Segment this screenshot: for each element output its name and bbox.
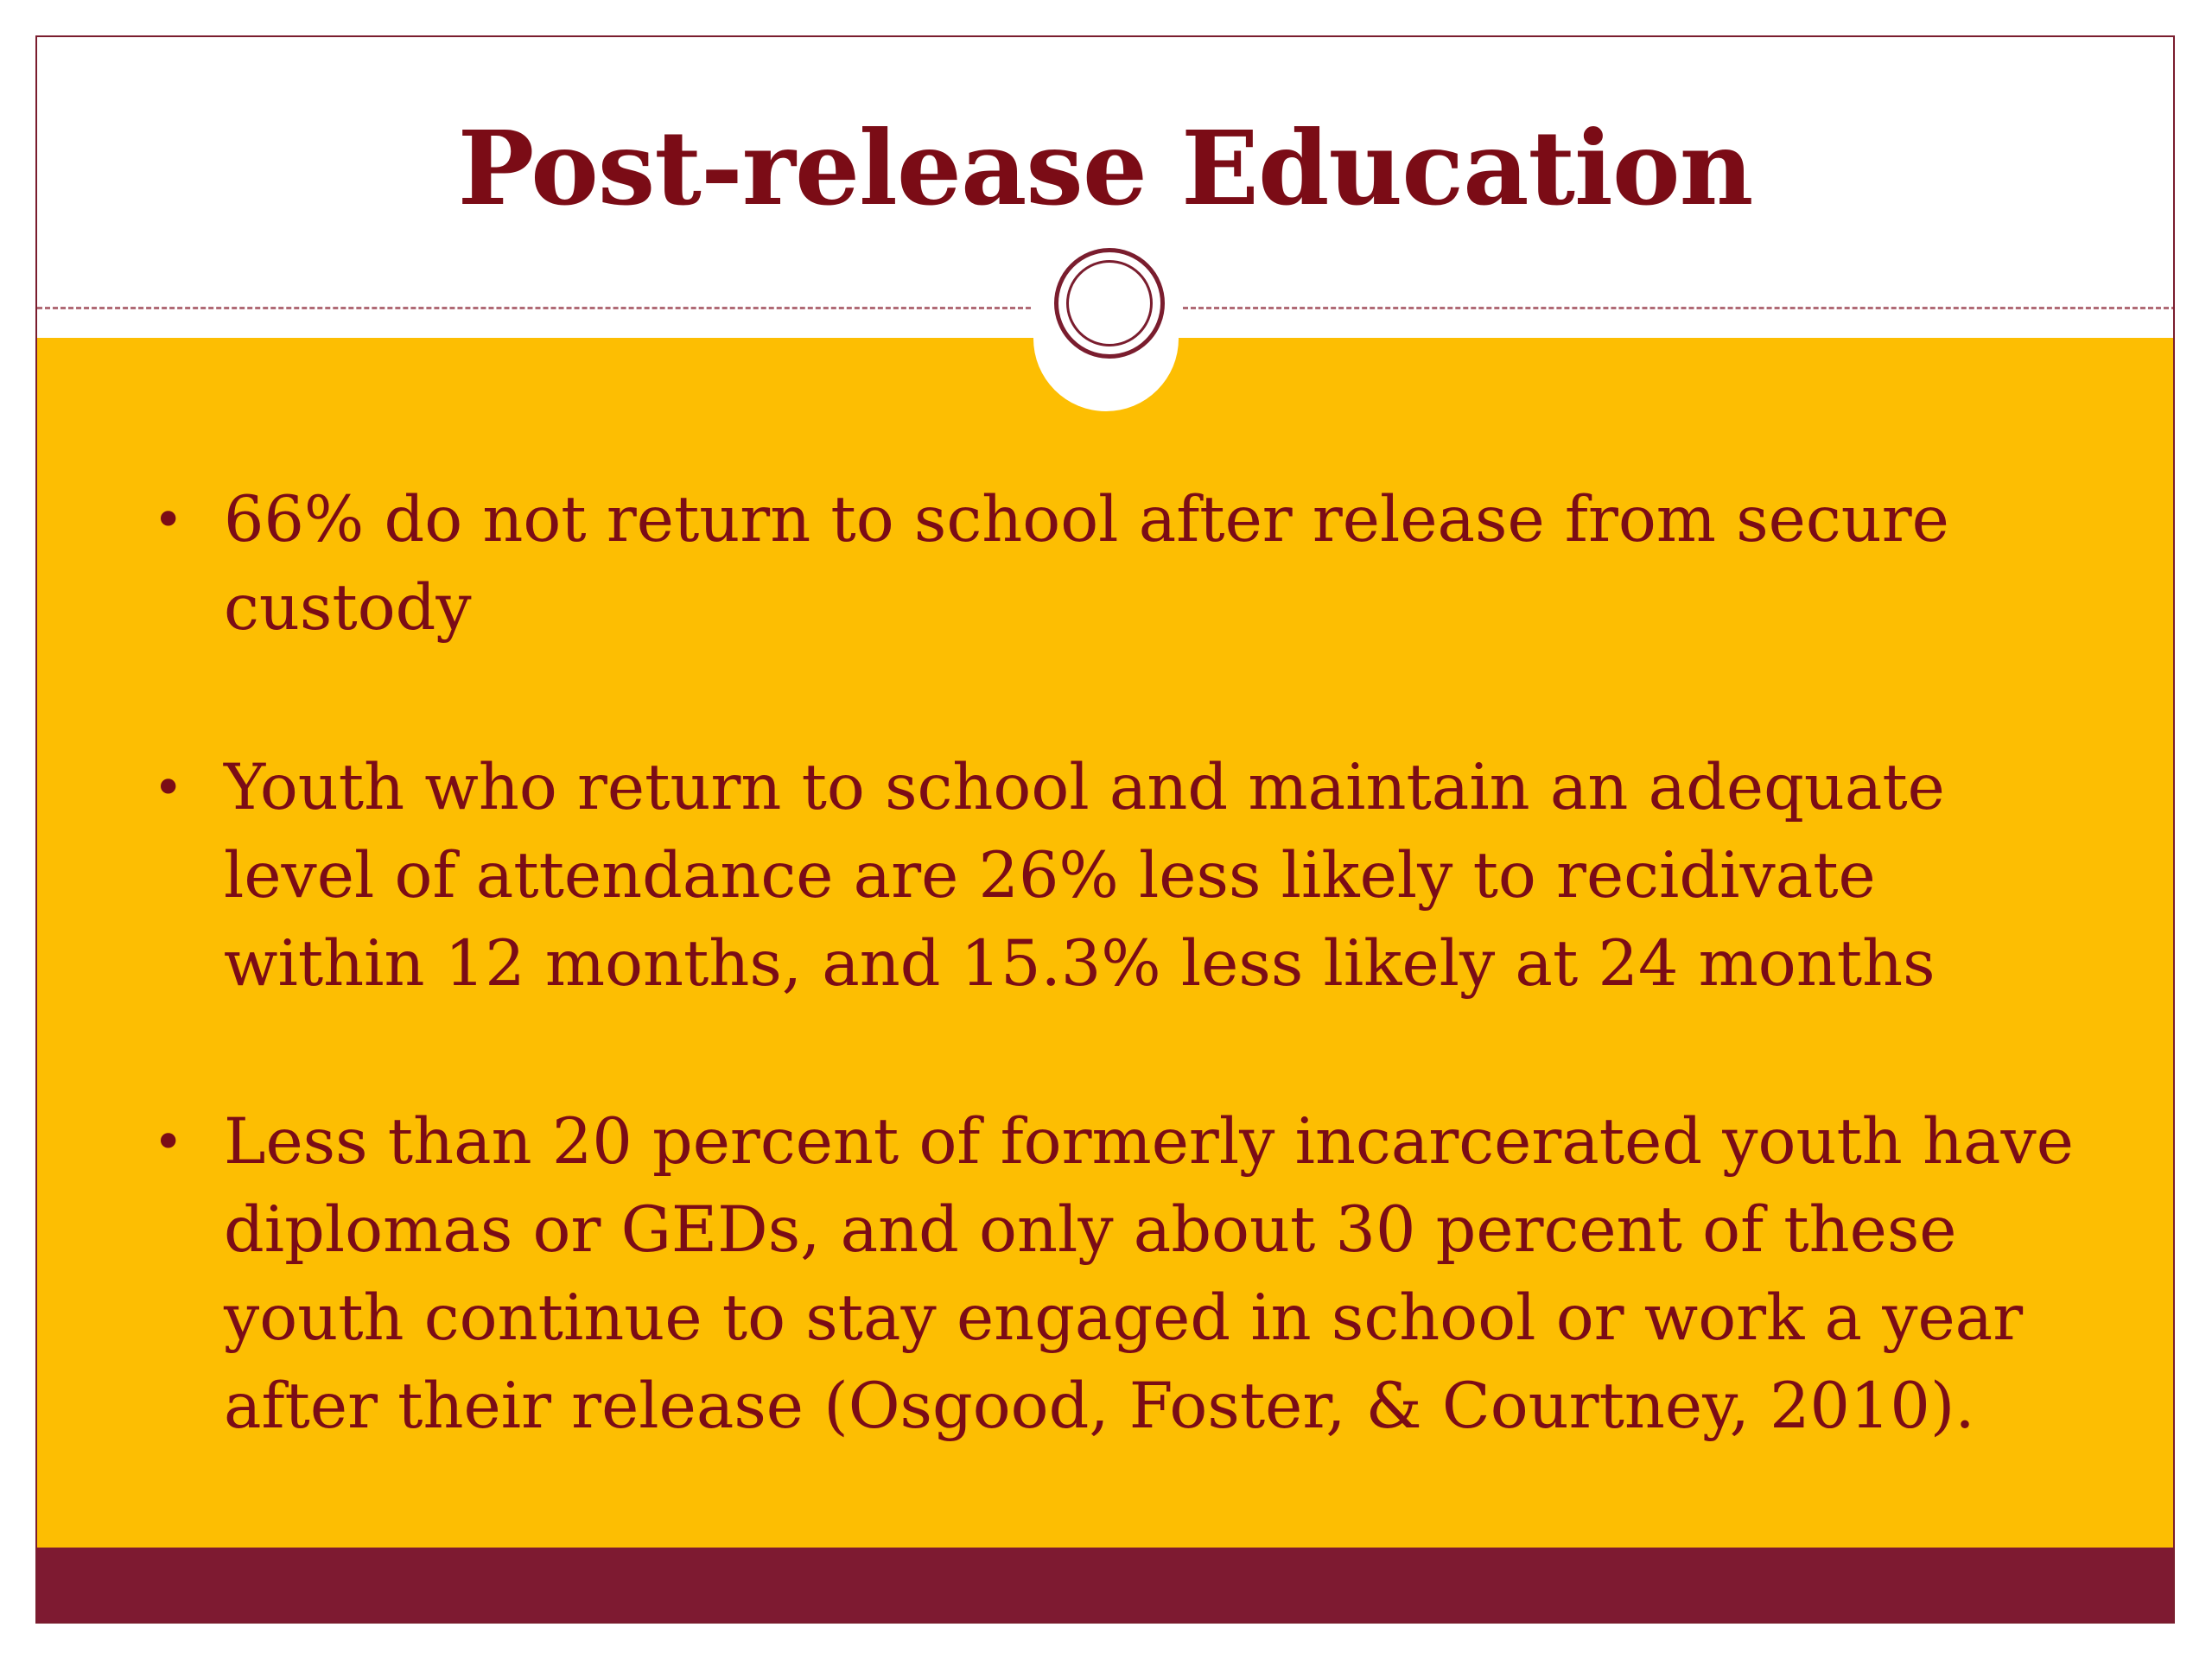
bullet-text: Less than 20 percent of formerly incarcerated youth have diplomas or GEDs, and only about 30 percent of these youth continue to stay engaged in school or work a year after their release (Osgood, Foster, & Courtney, 2010). xyxy=(224,1105,2074,1443)
bullet-item-1 xyxy=(153,476,2082,652)
bullet-text: 66% do not return to school after release from secure custody xyxy=(224,483,1949,645)
bullet-text: Youth who return to school and maintain an adequate level of attendance are 26% less likely to recidivate within 12 months, and 15.3% less likely at 24 months xyxy=(224,751,1945,1001)
footer-bar xyxy=(37,1548,2173,1624)
circle-ornament-icon xyxy=(1054,248,1165,359)
slide xyxy=(35,35,2175,1624)
bullet-item-2 xyxy=(153,744,2082,1008)
circle-ornament-inner xyxy=(1066,260,1153,346)
bullet-marker: • xyxy=(153,490,184,550)
bullet-item-3 xyxy=(153,1098,2082,1451)
bullet-marker: • xyxy=(153,758,184,818)
divider-left xyxy=(37,307,1031,309)
divider-right xyxy=(1183,307,2175,309)
bullet-list xyxy=(37,338,2173,1548)
content-area xyxy=(37,338,2173,1548)
bullet-marker: • xyxy=(153,1112,184,1173)
slide-title: Post-release Education xyxy=(457,108,1753,228)
